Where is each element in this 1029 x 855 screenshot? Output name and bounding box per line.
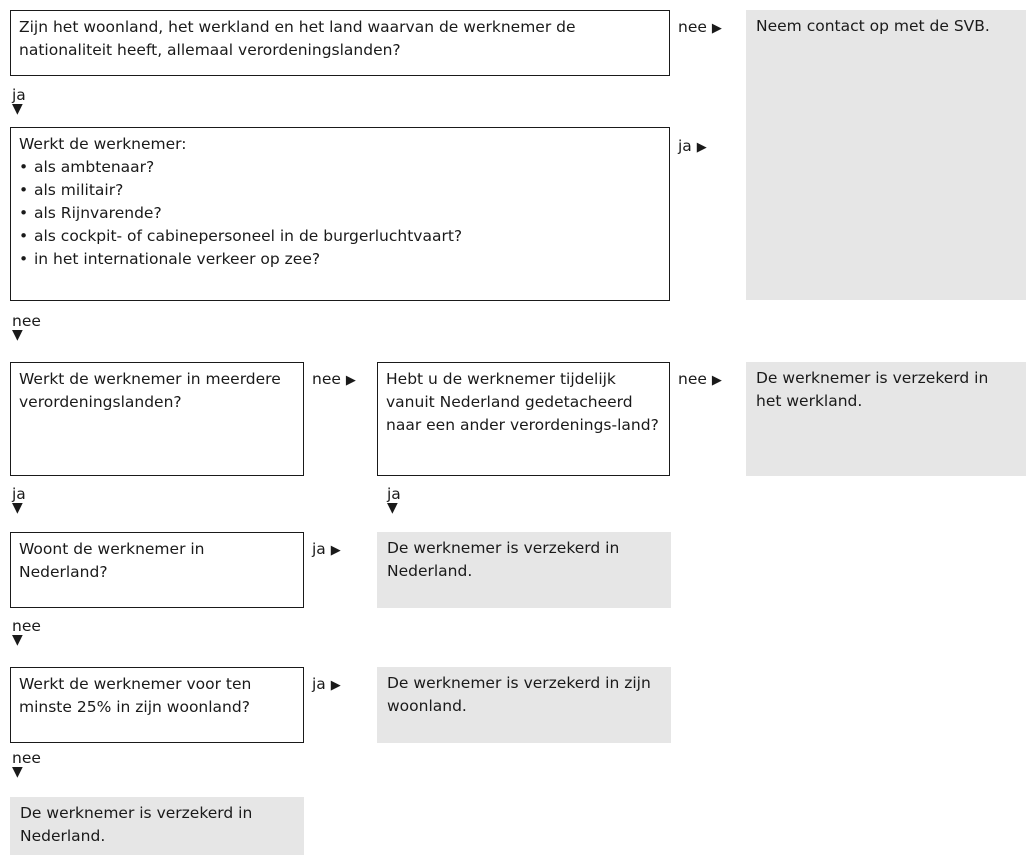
- question-text: Werkt de werknemer voor ten minste 25% in zijn woonland?: [19, 675, 252, 716]
- question-box-detachment: [377, 362, 670, 476]
- result-box-woonland: [377, 667, 671, 743]
- down-arrow-icon: ▼: [12, 764, 23, 780]
- down-arrow-icon: ▼: [12, 632, 23, 648]
- right-arrow-icon: ▶: [711, 21, 722, 36]
- yes-down-arrow: [12, 487, 26, 515]
- no-arrow-label: nee ▶: [678, 370, 722, 388]
- arrow-label: ja: [12, 485, 26, 503]
- result-box-contact-svb: [746, 10, 1026, 300]
- result-box-nederland-final: [10, 797, 304, 855]
- yes-down-arrow: [12, 88, 26, 116]
- yes-arrow-label: ja ▶: [312, 675, 341, 693]
- question-text: Woont de werknemer in Nederland?: [19, 540, 205, 581]
- right-arrow-icon: ▶: [711, 373, 722, 388]
- arrow-label: nee: [12, 617, 41, 635]
- question-text: Werkt de werknemer in meerdere verordeningslanden?: [19, 370, 281, 411]
- right-arrow-icon: ▶: [696, 140, 707, 155]
- no-down-arrow: [12, 751, 41, 779]
- right-arrow-icon: ▶: [345, 373, 356, 388]
- down-arrow-icon: ▼: [12, 500, 23, 516]
- arrow-label: ja: [12, 86, 26, 104]
- arrow-label: nee: [12, 312, 41, 330]
- right-arrow-icon: ▶: [330, 678, 341, 693]
- question-text: Zijn het woonland, het werkland en het land waarvan de werknemer de nationaliteit heeft, allemaal verordeningslanden?: [19, 18, 576, 59]
- question-box-occupation: [10, 127, 670, 301]
- list-item: • als militair?: [19, 179, 661, 202]
- result-text: De werknemer is verzekerd in Nederland.: [387, 539, 620, 580]
- list-item: • als cockpit- of cabinepersoneel in de burgerluchtvaart?: [19, 225, 661, 248]
- no-down-arrow: [12, 619, 41, 647]
- question-box-nationality: [10, 10, 670, 76]
- no-arrow-label: nee ▶: [678, 18, 722, 36]
- list-item: • als ambtenaar?: [19, 156, 661, 179]
- yes-arrow-label: ja ▶: [678, 137, 707, 155]
- arrow-label: nee: [12, 749, 41, 767]
- result-text: De werknemer is verzekerd in zijn woonland.: [387, 674, 651, 715]
- yes-arrow-label: ja ▶: [312, 540, 341, 558]
- question-box-25-percent: [10, 667, 304, 743]
- list-item: • in het internationale verkeer op zee?: [19, 248, 661, 271]
- list-item: • als Rijnvarende?: [19, 202, 661, 225]
- question-text: Hebt u de werknemer tijdelijk vanuit Nederland gedetacheerd naar een ander verordenings-land?: [386, 370, 659, 434]
- question-box-lives-in-nl: [10, 532, 304, 608]
- result-text: Neem contact op met de SVB.: [756, 17, 990, 35]
- result-text: De werknemer is verzekerd in het werkland.: [756, 369, 989, 410]
- no-down-arrow: [12, 314, 41, 342]
- right-arrow-icon: ▶: [330, 543, 341, 558]
- arrow-label: ja: [387, 485, 401, 503]
- no-arrow-label: nee ▶: [312, 370, 356, 388]
- down-arrow-icon: ▼: [387, 500, 398, 516]
- occupation-list: [19, 156, 661, 271]
- result-text: De werknemer is verzekerd in Nederland.: [20, 804, 253, 845]
- yes-down-arrow: [387, 487, 401, 515]
- result-box-werkland: [746, 362, 1026, 476]
- question-intro: Werkt de werknemer:: [19, 135, 187, 153]
- result-box-nederland: [377, 532, 671, 608]
- down-arrow-icon: ▼: [12, 327, 23, 343]
- question-box-multiple-countries: [10, 362, 304, 476]
- down-arrow-icon: ▼: [12, 101, 23, 117]
